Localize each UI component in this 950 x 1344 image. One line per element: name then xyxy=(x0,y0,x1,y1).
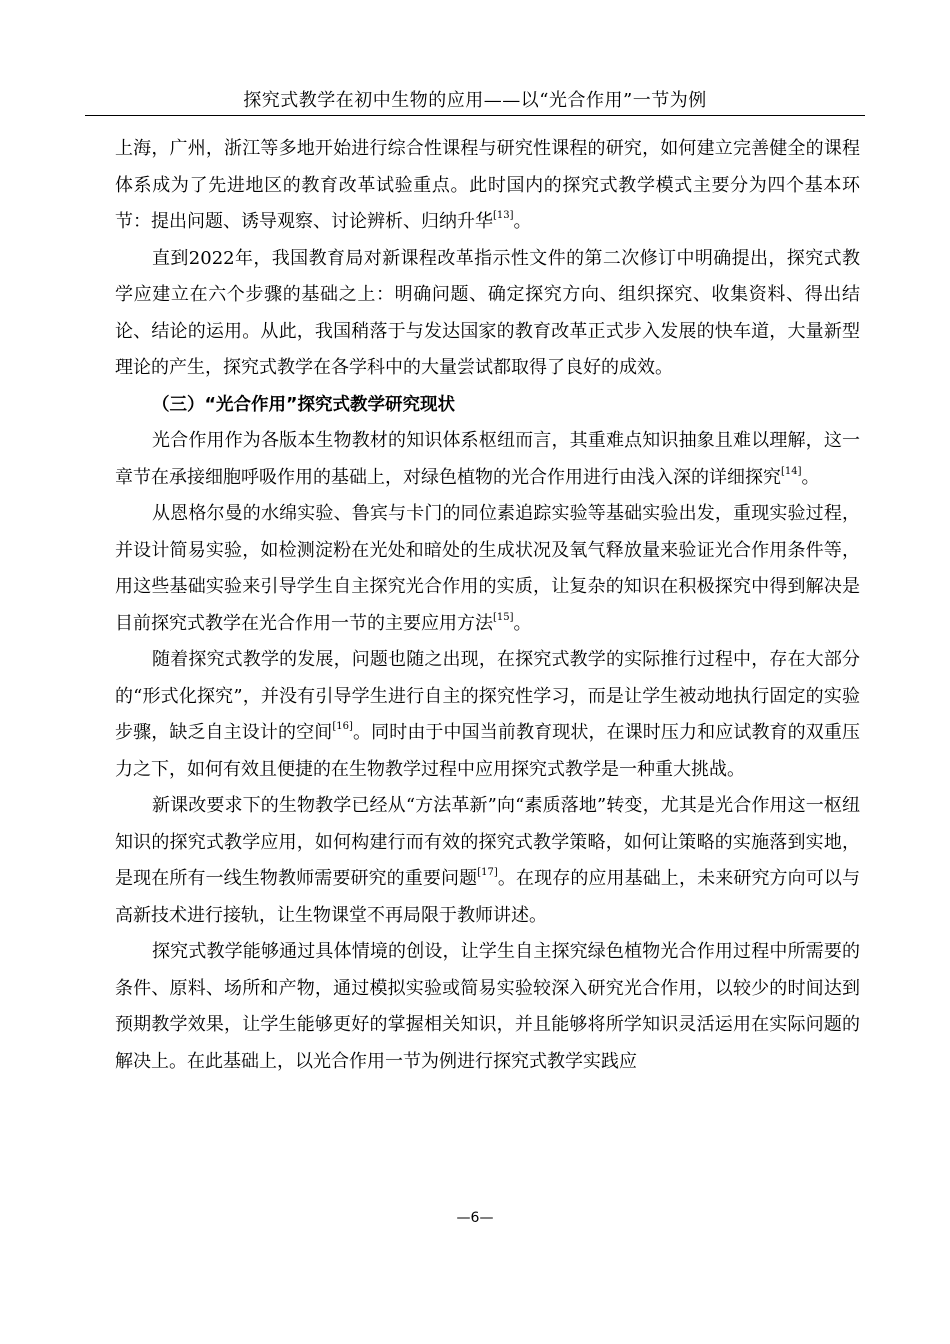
citation: [17] xyxy=(477,867,498,878)
paragraph-4 xyxy=(115,496,860,642)
citation: [13] xyxy=(493,210,514,221)
paragraph-3 xyxy=(115,423,860,496)
paragraph-tail: 。在现存的应用基础上，未来研究方向可以与高新技术进行接轨，让生物课堂不再局限于教师讲述。 xyxy=(115,868,860,926)
paragraph-text: 新课改要求下的生物教学已经从“方法革新”向“素质落地”转变，尤其是光合作用这一枢纽知识的探究式教学应用，如何构建行而有效的探究式教学策略，如何让策略的实施落到实地，是现在所有一线生物教师需要研究的重要问题 xyxy=(115,795,860,889)
section-heading xyxy=(115,387,860,424)
paragraph-text: 随着探究式教学的发展，问题也随之出现，在探究式教学的实际推行过程中，存在大部分的“形式化探究”，并没有引导学生进行自主的探究性学习，而是让学生被动地执行固定的实验步骤，缺乏自主设计的空间 xyxy=(115,649,860,743)
paragraph-5 xyxy=(115,642,860,788)
page-number: —6— xyxy=(456,1210,494,1226)
paragraph-tail: 。 xyxy=(513,211,532,232)
paragraph-text: 光合作用作为各版本生物教材的知识体系枢纽而言，其重难点知识抽象且难以理解，这一章节在承接细胞呼吸作用的基础上，对绿色植物的光合作用进行由浅入深的详细探究 xyxy=(115,430,860,488)
paragraph-6 xyxy=(115,788,860,934)
heading-text: （三）“光合作用”探究式教学研究现状 xyxy=(152,394,456,415)
citation: [16] xyxy=(332,721,353,732)
paragraph-tail: 。同时由于中国当前教育现状，在课时压力和应试教育的双重压力之下，如何有效且便捷的在生物教学过程中应用探究式教学是一种重大挑战。 xyxy=(115,722,861,780)
paragraph-2 xyxy=(115,241,860,387)
paragraph-7 xyxy=(115,934,860,1080)
citation: [14] xyxy=(781,465,802,477)
paragraph-1 xyxy=(115,131,860,241)
paragraph-tail: 。 xyxy=(801,466,820,488)
paragraph-text: 从恩格尔曼的水绵实验、鲁宾与卡门的同位素追踪实验等基础实验出发，重现实验过程，并设计简易实验，如检测淀粉在光处和暗处的生成状况及氧气释放量来验证光合作用条件等，用这些基础实验来引导学生自主探究光合作用的实质，让复杂的知识在积极探究中得到解决是目前探究式教学在光合作用一节的主要应用方法 xyxy=(115,503,860,634)
paragraph-tail: 。 xyxy=(513,612,532,634)
paragraph-text: 探究式教学能够通过具体情境的创设，让学生自主探究绿色植物光合作用过程中所需要的条件、原料、场所和产物，通过模拟实验或简易实验较深入研究光合作用，以较少的时间达到预期教学效果，让学生能够更好的掌握相关知识，并且能够将所学知识灵活运用在实际问题的解决上。在此基础上，以光合作用一节为例进行探究式教学实践应 xyxy=(115,941,860,1072)
running-header: 探究式教学在初中生物的应用——以“光合作用”一节为例 xyxy=(85,86,865,116)
citation: [15] xyxy=(493,611,514,623)
body-text xyxy=(115,131,860,1080)
paragraph-text: 上海，广州，浙江等多地开始进行综合性课程与研究性课程的研究，如何建立完善健全的课程体系成为了先进地区的教育改革试验重点。此时国内的探究式教学模式主要分为四个基本环节：提出问题、诱导观察、讨论辨析、归纳升华 xyxy=(115,138,860,232)
paragraph-text: 直到2022年，我国教育局对新课程改革指示性文件的第二次修订中明确提出，探究式教学应建立在六个步骤的基础之上：明确问题、确定探究方向、组织探究、收集资料、得出结论、结论的运用。从此，我国稍落于与发达国家的教育改革正式步入发展的快车道，大量新型理论的产生，探究式教学在各学科中的大量尝试都取得了良好的成效。 xyxy=(115,247,860,378)
